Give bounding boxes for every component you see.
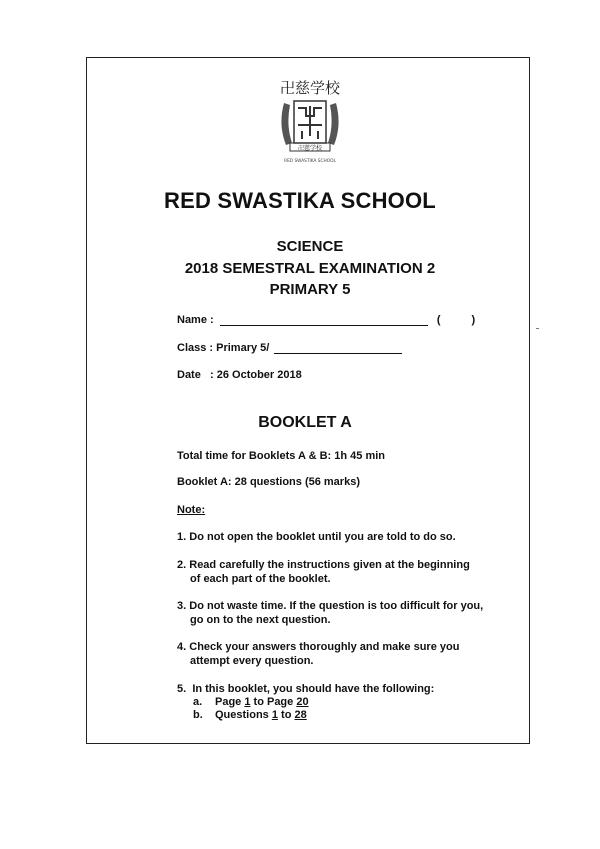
class-label: Class : Primary 5/	[177, 342, 270, 354]
note-item: 5. In this booklet, you should have the following:	[177, 683, 435, 695]
register-paren-close: )	[471, 314, 476, 326]
booklet-title: BOOKLET A	[258, 414, 352, 431]
exam-date: Date : 26 October 2018	[177, 369, 302, 381]
school-crest-logo	[270, 73, 350, 165]
class-field[interactable]	[177, 342, 402, 354]
name-field[interactable]	[177, 314, 475, 326]
exam-title: 2018 SEMESTRAL EXAMINATION 2	[184, 260, 436, 277]
contents-item-pages: a. Page 1 to Page 20	[193, 696, 309, 708]
svg-text:卍慈学校: 卍慈学校	[297, 145, 323, 152]
svg-text:RED SWASTIKA SCHOOL: RED SWASTIKA SCHOOL	[284, 159, 336, 164]
booklet-contents-list	[193, 696, 309, 722]
note-item: 3. Do not waste time. If the question is too difficult for you, go on to the next question.	[177, 600, 484, 626]
name-label: Name :	[177, 314, 214, 326]
contents-item-questions: b. Questions 1 to 28	[193, 709, 307, 721]
name-line[interactable]	[220, 314, 428, 326]
note-item: 4. Check your answers thoroughly and make sure you attempt every question.	[177, 641, 460, 667]
note-item: 2. Read carefully the instructions given at the beginning of each part of the booklet.	[177, 559, 470, 585]
scan-speck	[536, 328, 539, 329]
crest-chinese-characters: 卍慈学校	[279, 79, 341, 97]
level-title: PRIMARY 5	[269, 281, 351, 298]
register-paren-open: (	[436, 314, 441, 326]
subject-title: SCIENCE	[276, 238, 344, 255]
note-item: 1. Do not open the booklet until you are told to do so.	[177, 531, 456, 543]
school-name: RED SWASTIKA SCHOOL	[164, 188, 436, 213]
class-line[interactable]	[274, 342, 402, 354]
total-time: Total time for Booklets A & B: 1h 45 min	[177, 450, 386, 462]
question-count: Booklet A: 28 questions (56 marks)	[177, 476, 360, 488]
note-label: Note:	[177, 504, 206, 516]
